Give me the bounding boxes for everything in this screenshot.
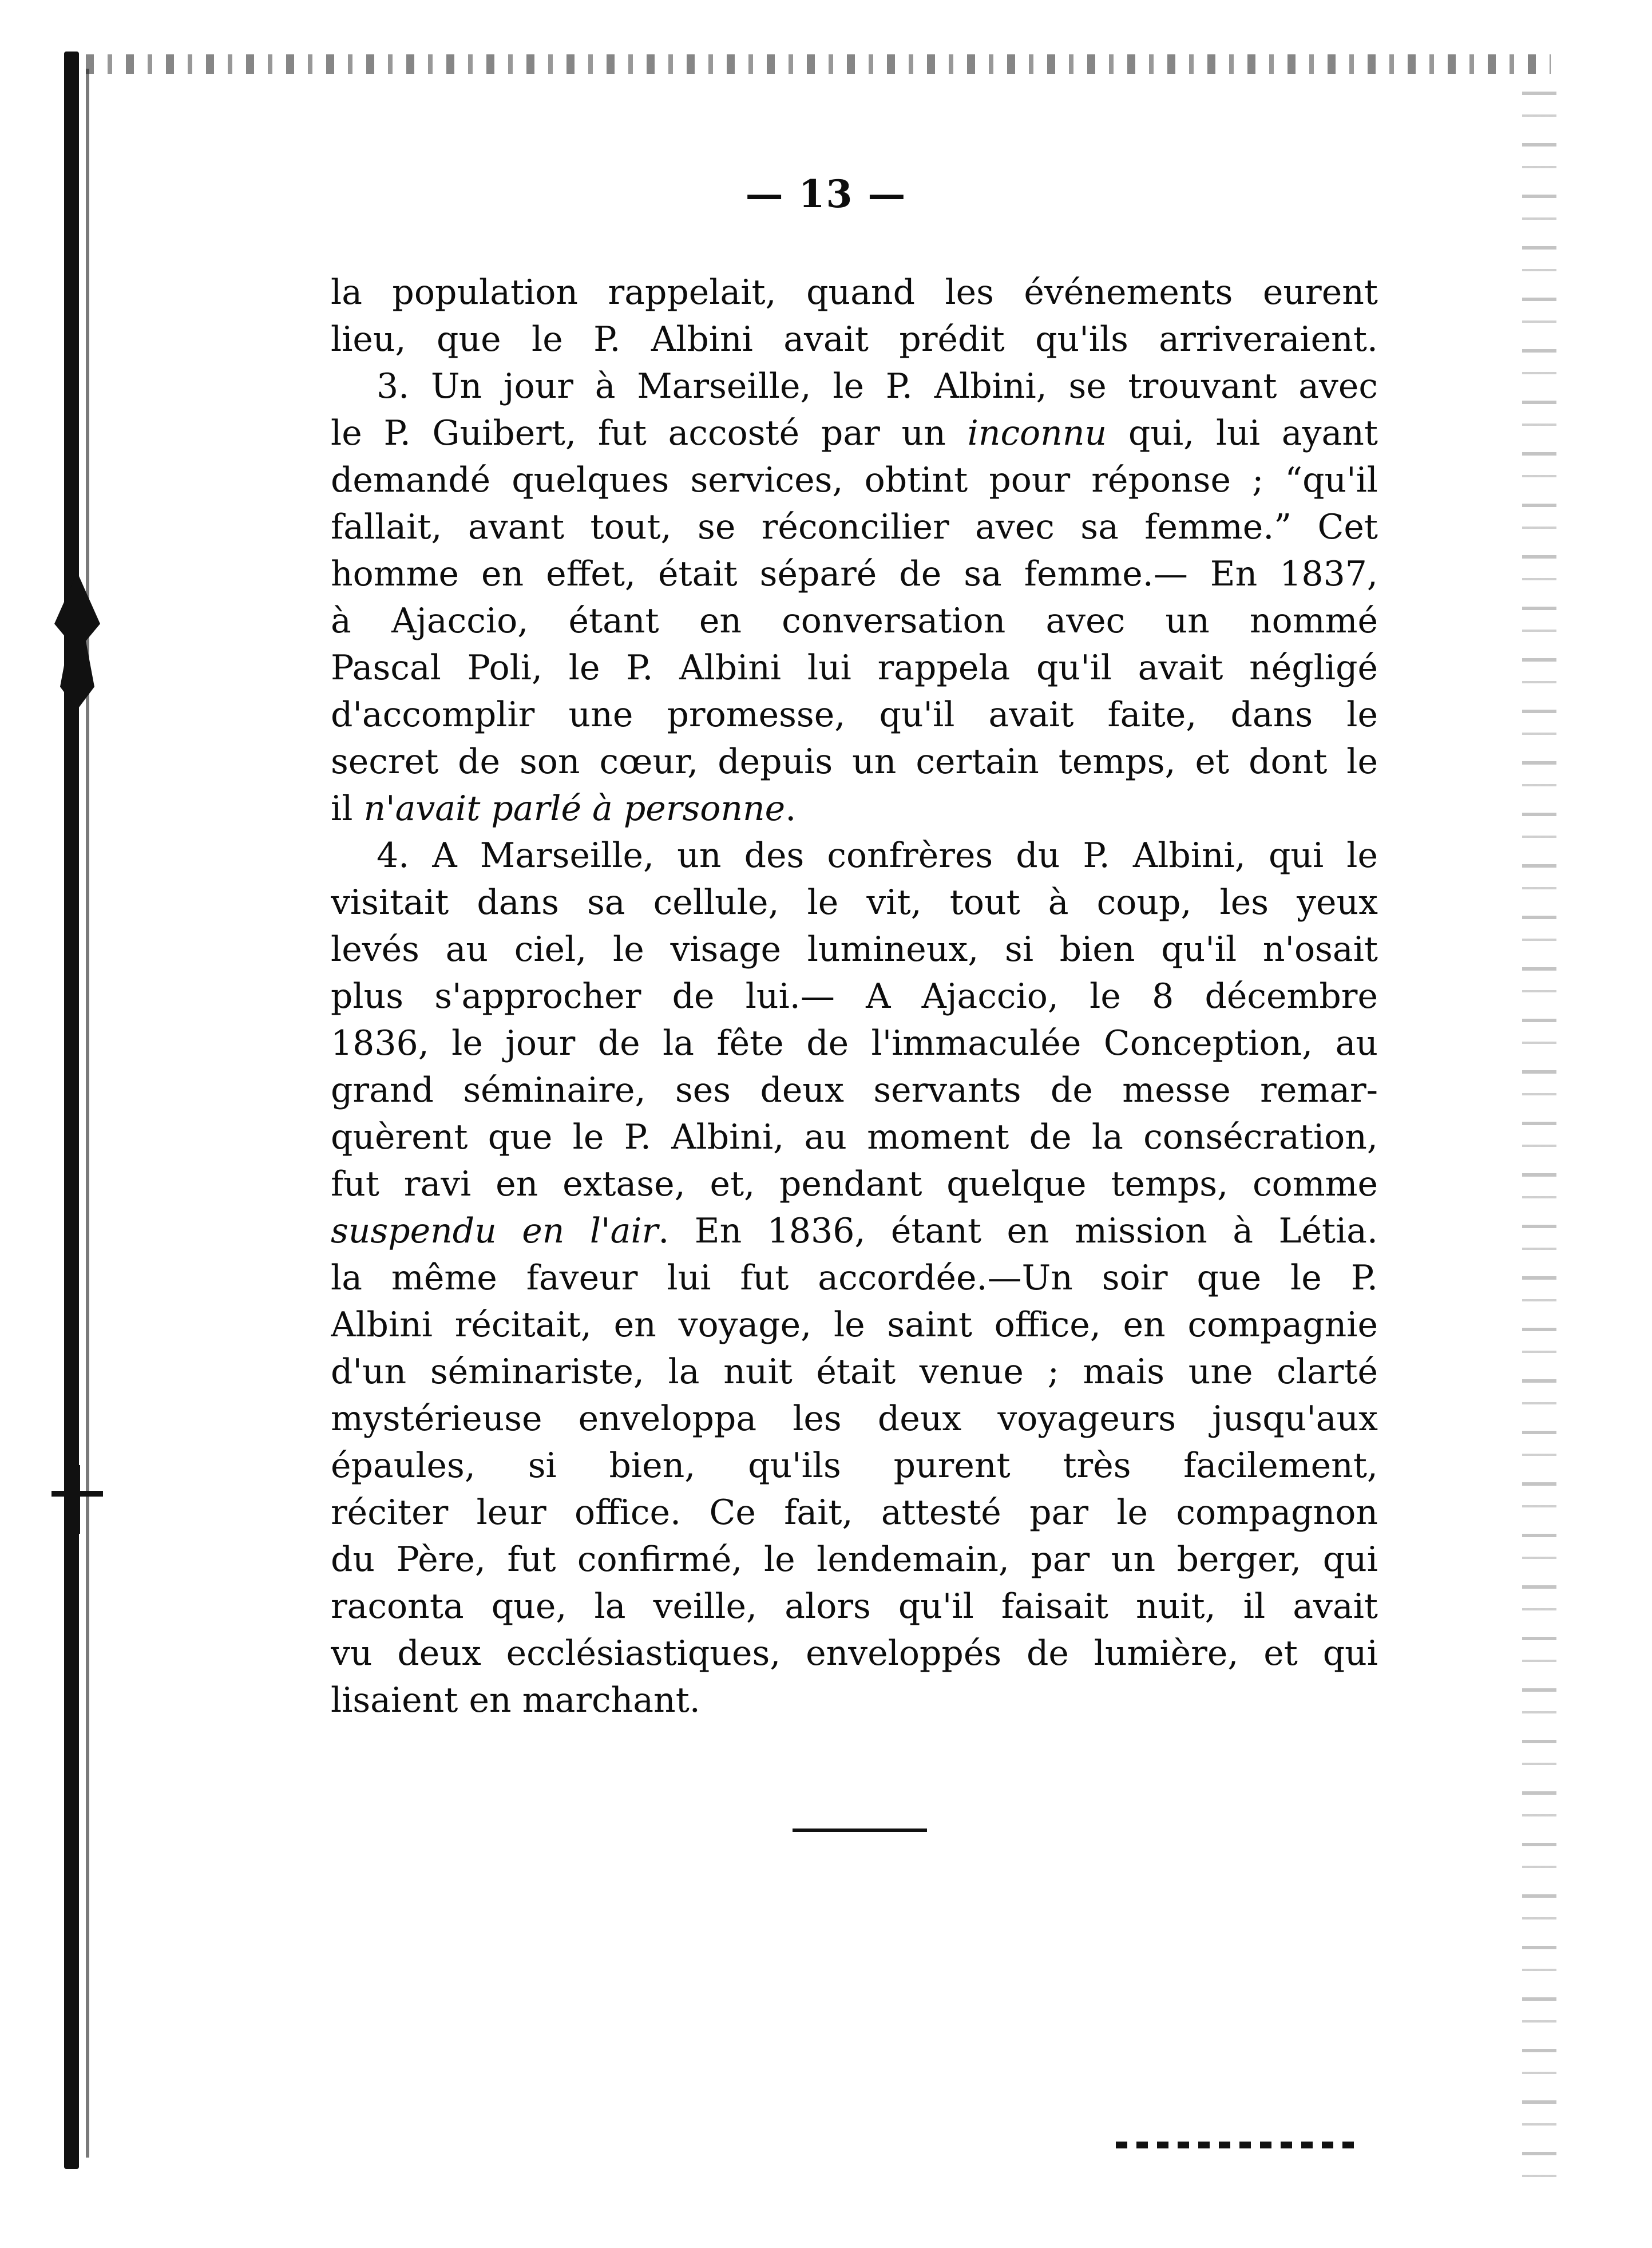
text-line: il n'avait parlé à personne. [331,789,797,829]
text-line: plus s'approcher de lui.— A Ajaccio, le 8 décembre [331,976,1378,1016]
text-line: à Ajaccio, étant en conversation avec un nommé [331,601,1378,641]
text-line: suspendu en l'air. En 1836, étant en mission à Létia. [331,1211,1378,1251]
top-edge-noise [86,54,1551,74]
text-line: réciter leur office. Ce fait, attesté par le compagnon [331,1493,1378,1533]
text-line: secret de son cœur, depuis un certain temps, et dont le [331,742,1378,782]
text-line: visitait dans sa cellule, le vit, tout à coup, les yeux [331,882,1378,923]
text-line: épaules, si bien, qu'ils purent très facilement, [331,1446,1378,1486]
end-rule [793,1829,927,1832]
text-line: demandé quelques services, obtint pour réponse ; “qu'il [331,460,1378,500]
text-line: quèrent que le P. Albini, au moment de la consécration, [331,1117,1378,1157]
text-line: Pascal Poli, le P. Albini lui rappela qu'il avait négligé [331,648,1378,688]
text-line: d'un séminariste, la nuit était venue ; mais une clarté [331,1352,1378,1392]
text-line: lieu, que le P. Albini avait prédit qu'ils arriveraient. [331,319,1378,359]
left-margin-rule [64,52,79,2169]
text-line: 3. Un jour à Marseille, le P. Albini, se trouvant avec [377,366,1378,406]
italic-phrase: n'avait parlé à personne [363,789,786,829]
text-line: d'accomplir une promesse, qu'il avait faite, dans le [331,695,1378,735]
text-line: 1836, le jour de la fête de l'immaculée Conception, au [331,1023,1378,1063]
text-line: vu deux ecclésiastiques, enveloppés de lumière, et qui [331,1633,1378,1673]
text-line: fallait, avant tout, se réconcilier avec sa femme.” Cet [331,507,1378,547]
bottom-edge-marks [1116,2142,1356,2148]
text-line: du Père, fut confirmé, le lendemain, par un berger, qui [331,1539,1378,1580]
text-line: grand séminaire, ses deux servants de messe remar- [331,1070,1378,1110]
text-line: la même faveur lui fut accordée.—Un soir que le P. [331,1258,1378,1298]
right-edge-noise [1522,92,1556,2198]
text-line: la population rappelait, quand les événements eurent [331,272,1378,312]
body-text [331,269,1378,1724]
page-number: — 13 — [745,172,907,216]
italic-phrase: inconnu [967,413,1107,453]
text-line: lisaient en marchant. [331,1680,700,1720]
text-line: Albini récitait, en voyage, le saint office, en compagnie [331,1305,1378,1345]
text-line: fut ravi en extase, et, pendant quelque temps, comme [331,1164,1378,1204]
text-line: raconta que, la veille, alors qu'il faisait nuit, il avait [331,1586,1378,1626]
text-line: 4. A Marseille, un des confrères du P. Albini, qui le [377,836,1378,876]
margin-ornament-fleuron [46,572,109,710]
text-line: le P. Guibert, fut accosté par un inconnu qui, lui ayant [331,413,1378,453]
margin-ornament-cross [46,1465,109,1534]
text-line: levés au ciel, le visage lumineux, si bien qu'il n'osait [331,929,1378,969]
italic-phrase: suspendu en l'air [331,1211,659,1251]
left-margin-shadow [86,69,89,2158]
text-line: mystérieuse enveloppa les deux voyageurs jusqu'aux [331,1399,1378,1439]
text-line: homme en effet, était séparé de sa femme.— En 1837, [331,554,1378,594]
